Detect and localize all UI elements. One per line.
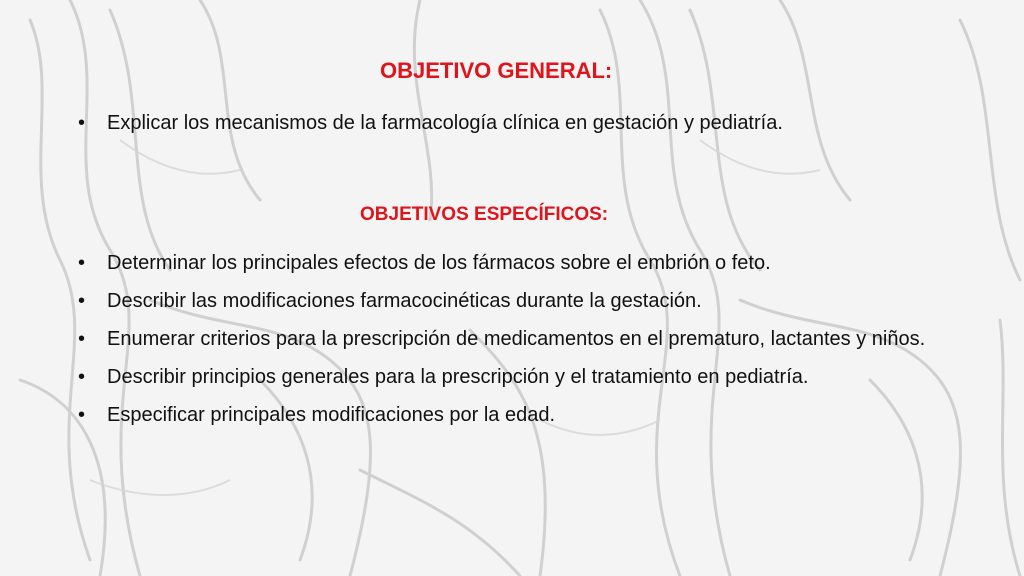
specific-objective-text: Determinar los principales efectos de los fármacos sobre el embrión o feto.	[107, 252, 771, 274]
bullet-icon: •	[78, 366, 86, 388]
specific-objective-text: Describir las modificaciones farmacocinéticas durante la gestación.	[107, 290, 702, 312]
bullet-icon: •	[78, 290, 86, 312]
specific-objective-item	[78, 365, 937, 389]
bullet-icon: •	[78, 328, 86, 350]
general-objective-item	[78, 111, 937, 135]
specific-objective-text: Especificar principales modificaciones por la edad.	[107, 404, 556, 426]
general-objective-list	[78, 111, 937, 149]
bullet-icon: •	[78, 252, 86, 274]
specific-objectives-list	[78, 251, 937, 441]
general-objective-heading: OBJETIVO GENERAL:	[380, 58, 613, 83]
specific-objective-item	[78, 251, 937, 275]
specific-objective-text: Enumerar criterios para la prescripción de medicamentos en el prematuro, lactantes y niños.	[107, 328, 926, 350]
general-objective-text: Explicar los mecanismos de la farmacología clínica en gestación y pediatría.	[107, 112, 783, 134]
specific-objective-item	[78, 327, 937, 351]
bullet-icon: •	[78, 112, 86, 134]
specific-objective-item	[78, 403, 937, 427]
specific-objective-text: Describir principios generales para la prescripción y el tratamiento en pediatría.	[107, 366, 809, 388]
specific-objective-item	[78, 289, 937, 313]
bullet-icon: •	[78, 404, 86, 426]
specific-objectives-heading: OBJETIVOS ESPECÍFICOS:	[360, 204, 609, 225]
